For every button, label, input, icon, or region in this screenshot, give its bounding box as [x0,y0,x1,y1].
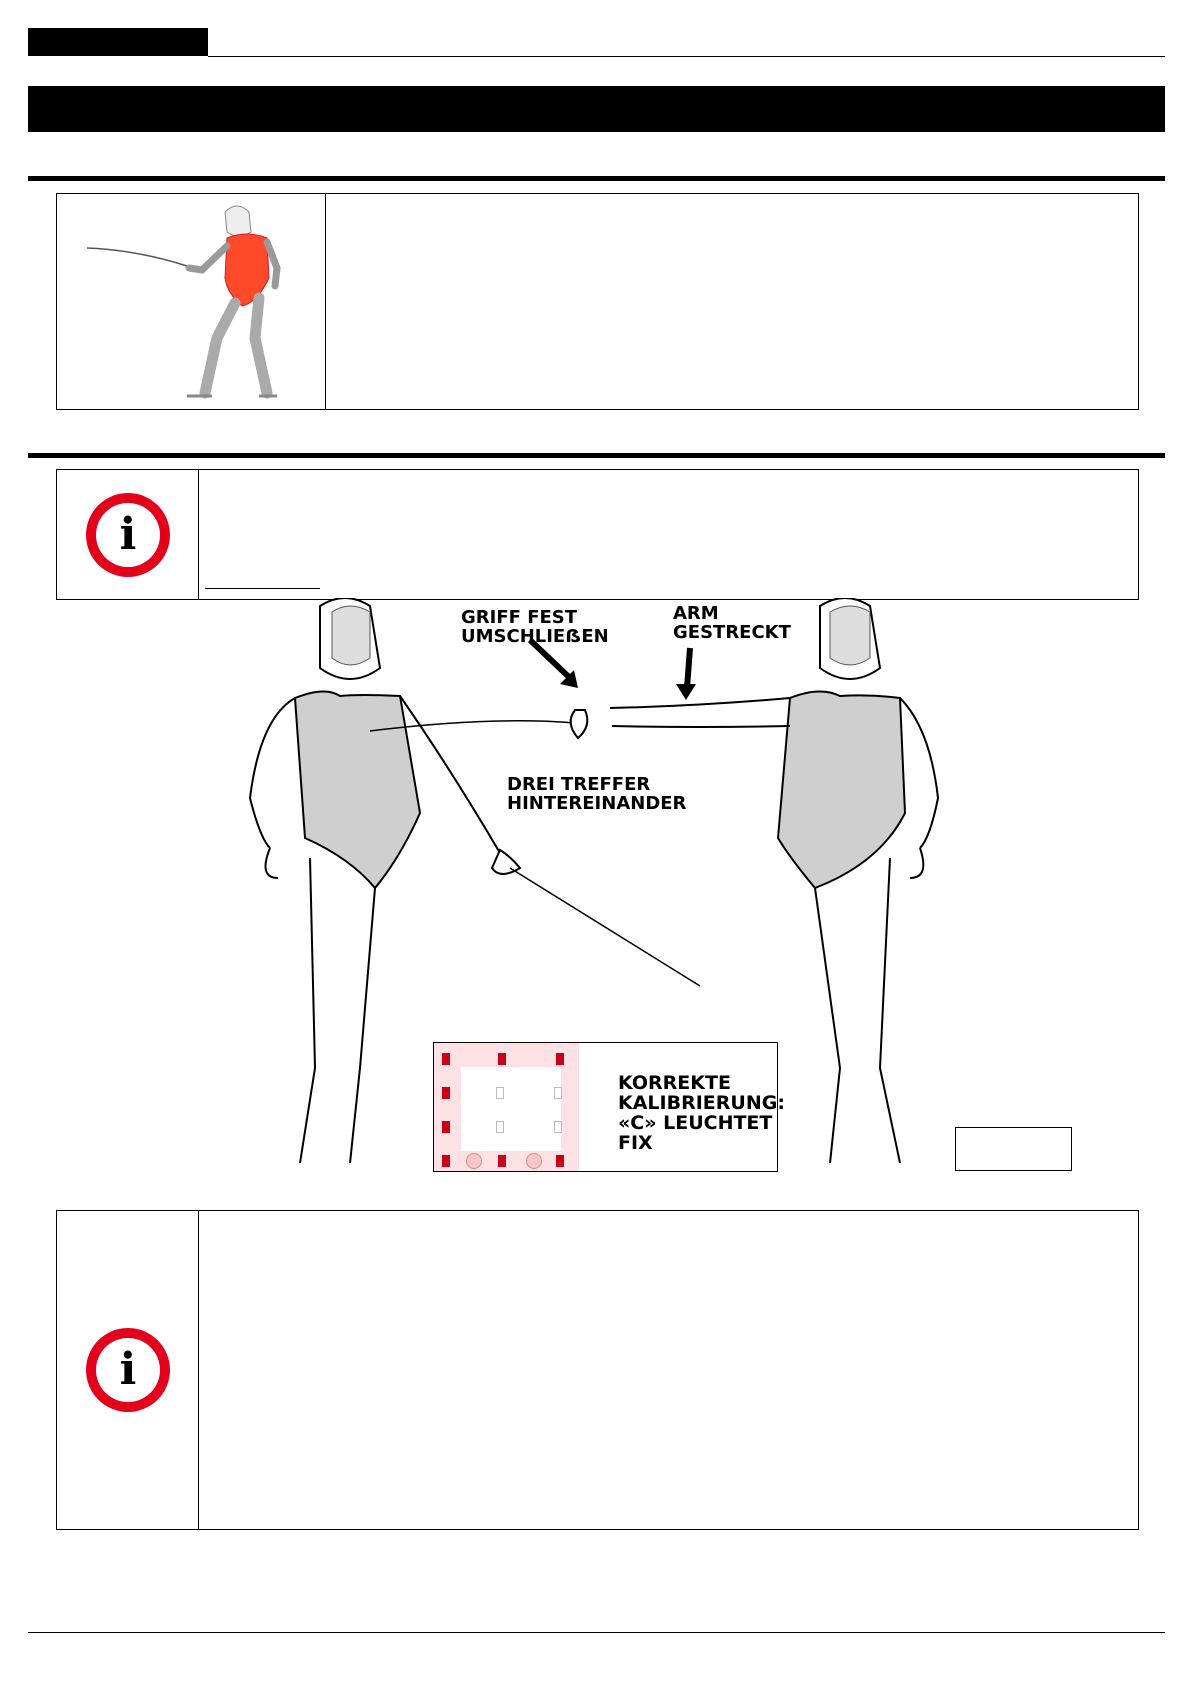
fencer-box-divider [325,194,326,409]
info-box-2 [56,1210,1139,1530]
led-08-off [496,1121,504,1133]
link-underline [205,588,320,589]
scoring-panel [433,1042,785,1172]
led-11 [498,1155,506,1167]
label-kalibrierung: KORREKTE KALIBRIERUNG: «C» LEUCHTET FIX [618,1072,785,1154]
led-12 [556,1155,564,1167]
footer-rule [28,1632,1165,1633]
set-reg-button [526,1153,542,1169]
panel-display-inner [461,1067,561,1151]
info-box-2-divider [198,1211,199,1529]
led-04 [442,1087,450,1099]
label-griff: GRIFF FEST UMSCHLIEẞEN [461,607,609,647]
piste-button [466,1153,482,1169]
info-box-1 [56,469,1139,600]
led-05-off [496,1087,504,1099]
led-02 [498,1053,506,1065]
fencer-box [56,193,1139,410]
led-03 [556,1053,564,1065]
title-bar [28,86,1165,132]
info-icon-2-glyph: i [96,1338,160,1402]
info-icon [86,493,170,577]
led-06-off [554,1087,562,1099]
led-10 [442,1155,450,1167]
label-treffer: DREI TREFFER HINTEREINANDER [507,774,687,814]
led-07 [442,1121,450,1133]
section-rule-1 [28,176,1165,181]
fencer-figure-image [77,198,317,405]
section-rule-2 [28,453,1165,458]
info-icon-2 [86,1328,170,1412]
info-box-1-divider [198,470,199,599]
info-icon-glyph: i [96,503,160,567]
led-09-off [554,1121,562,1133]
empty-label-box [955,1127,1072,1171]
led-01 [442,1053,450,1065]
label-arm: ARM GESTRECKT [673,603,791,643]
header-black-tab [28,28,208,56]
header-rule [208,56,1165,57]
